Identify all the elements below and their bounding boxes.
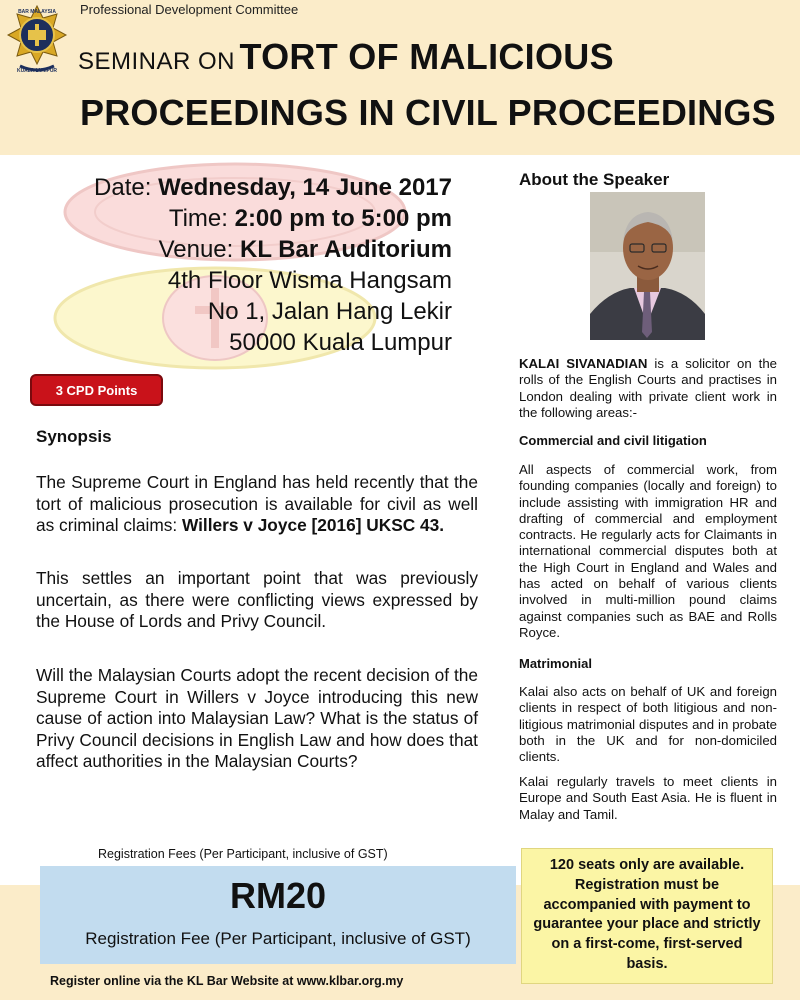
speaker-name: KALAI SIVANADIAN — [519, 356, 648, 371]
speaker-intro — [519, 356, 777, 421]
address-line2: No 1, Jalan Hang Lekir — [207, 298, 452, 325]
speaker-subheading-matrimonial: Matrimonial — [519, 656, 592, 671]
fee-amount: RM20 — [229, 875, 327, 916]
date-row — [94, 172, 452, 203]
cpd-points-badge: 3 CPD Points — [30, 374, 163, 406]
address-line3: 50000 Kuala Lumpur — [229, 329, 452, 356]
date-value: Wednesday, 14 June 2017 — [158, 174, 452, 201]
seats-notice-text: 120 seats only are available. Registration must be accompanied with payment to guarantee your place and strictly on a first-come, first-served basis. — [533, 857, 761, 972]
speaker-subheading-litigation: Commercial and civil litigation — [519, 433, 707, 448]
address-line1: 4th Floor Wisma Hangsam — [167, 267, 452, 294]
venue-label: Venue: — [158, 236, 234, 263]
case-citation: Willers v Joyce [2016] UKSC 43. — [181, 515, 445, 535]
synopsis-heading: Synopsis — [36, 427, 112, 446]
synopsis-paragraph-3: Will the Malaysian Courts adopt the recent decision of the Supreme Court in Willers v Joyce introducing this new cause of action into Malaysian Law? What is the status of Privy Council decisions in English Law and how does that affect authorities in the Malaysian Courts? — [36, 665, 478, 771]
title-main-part1: TORT OF MALICIOUS — [239, 36, 614, 77]
time-label: Time: — [168, 205, 228, 232]
register-online-link[interactable]: Register online via the KL Bar Website at www.klbar.org.my — [50, 974, 404, 988]
speaker-paragraph-litigation: All aspects of commercial work, from founding companies (locally and foreign) to include assisting with immigration HR and drafting of commercial and employment contracts. He regularly acts for Claimants in international commercial disputes both at the High Court in England and Wales and has acted on behalf of various clients involved in multi-million pound claims against companies such as BAE and Rolls Royce. — [519, 462, 777, 640]
synopsis-paragraph-2: This settles an important point that was previously uncertain, as there were conflicting views expressed by the House of Lords and Privy Council. — [36, 568, 478, 631]
bar-crest-icon — [6, 4, 68, 74]
speaker-intro-text: is a solicitor on the rolls of the English Courts and practises in London dealing with private client work in the following areas:- — [519, 356, 777, 420]
synopsis-p1-text: The Supreme Court in England has held recently that the tort of malicious prosecution is available for civil as well as criminal claims: — [36, 472, 478, 535]
seminar-title-line2: PROCEEDINGS IN CIVIL PROCEEDINGS — [80, 92, 776, 133]
venue-row — [94, 234, 452, 265]
speaker-paragraph-matrimonial: Kalai also acts on behalf of UK and foreign clients in respect of both litigious and non-litigious matrimonial disputes and in probate both in the UK and for non-domiciled clients. — [519, 684, 777, 765]
time-value: 2:00 pm to 5:00 pm — [234, 205, 452, 232]
logo-text-top: BAR MALAYSIA — [18, 9, 56, 15]
committee-name: Professional Development Committee — [80, 2, 299, 17]
about-speaker-heading: About the Speaker — [519, 170, 670, 189]
title-prefix: SEMINAR ON — [78, 48, 236, 75]
logo-text-bottom: KUALA LUMPUR — [16, 68, 58, 74]
speaker-paragraph-travel: Kalai regularly travels to meet clients in Europe and South East Asia. He is fluent in Malay and Tamil. — [519, 774, 777, 822]
fee-caption: Registration Fees (Per Participant, inclusive of GST) — [98, 847, 388, 861]
venue-value: KL Bar Auditorium — [239, 236, 452, 263]
speaker-photo — [590, 192, 705, 340]
synopsis-paragraph-1 — [36, 472, 478, 537]
fee-label: Registration Fee (Per Participant, inclusive of GST) — [85, 929, 471, 948]
event-details — [94, 172, 452, 358]
seminar-title-line1 — [78, 36, 614, 78]
time-row — [94, 203, 452, 234]
date-label: Date: — [94, 174, 152, 201]
